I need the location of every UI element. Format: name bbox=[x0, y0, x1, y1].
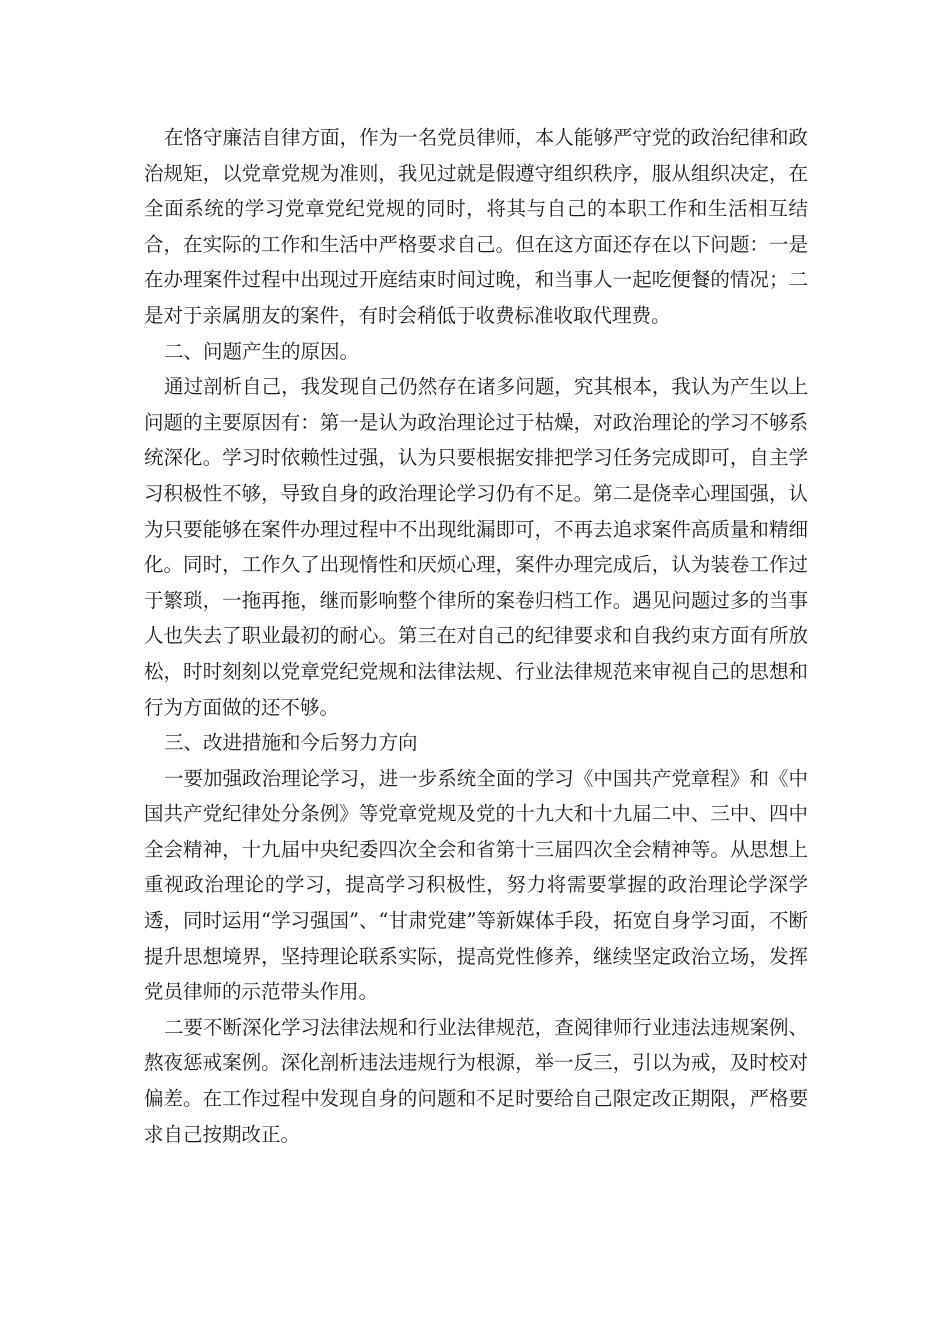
paragraph-measure-one: 一要加强政治理论学习，进一步系统全面的学习《中国共产党章程》和《中国共产党纪律处分条例》等党章党规及党的十九大和十九届二中、三中、四中全会精神，十九届中央纪委四次全会和省第十三届四次全会精神等。从思想上重视政治理论的学习，提高学习积极性，努力将需要掌握的政治理论学深学透，同时运用“学习强国”、“甘肃党建”等新媒体手段，拓宽自身学习面，不断提升思想境界，坚持理论联系实际，提高党性修养，继续坚定政治立场，发挥党员律师的示范带头作用。 bbox=[144, 766, 808, 1004]
document-body bbox=[144, 120, 808, 1152]
paragraph-measure-two: 二要不断深化学习法律法规和行业法律规范，查阅律师行业违法违规案例、熬夜惩戒案例。深化剖析违法违规行为根源，举一反三，引以为戒，及时校对偏差。在工作过程中发现自身的问题和不足时要给自己限定改正期限，严格要求自己按期改正。 bbox=[144, 1015, 808, 1146]
section-heading-causes: 二、问题产生的原因。 bbox=[164, 339, 360, 363]
section-heading-measures: 三、改进措施和今后努力方向 bbox=[164, 731, 418, 755]
paragraph-integrity: 在恪守廉洁自律方面，作为一名党员律师，本人能够严守党的政治纪律和政治规矩，以党章党规为准则，我见过就是假遵守组织秩序，服从组织决定，在全面系统的学习党章党纪党规的同时，将其与自己的本职工作和生活相互结合，在实际的工作和生活中严格要求自己。但在这方面还存在以下问题：一是在办理案件过程中出现过开庭结束时间过晚，和当事人一起吃便餐的情况；二是对于亲属朋友的案件，有时会稍低于收费标准收取代理费。 bbox=[144, 126, 808, 327]
paragraph-causes: 通过剖析自己，我发现自己仍然存在诸多问题，究其根本，我认为产生以上问题的主要原因有：第一是认为政治理论过于枯燥，对政治理论的学习不够系统深化。学习时依赖性过强，认为只要根据安排把学习任务完成即可，自主学习积极性不够，导致自身的政治理论学习仍有不足。第二是侥幸心理国强，认为只要能够在案件办理过程中不出现纰漏即可，不再去追求案件高质量和精细化。同时，工作久了出现惰性和厌烦心理，案件办理完成后，认为装卷工作过于繁琐，一拖再拖，继而影响整个律所的案卷归档工作。遇见问题过多的当事人也失去了职业最初的耐心。第三在对自己的纪律要求和自我约束方面有所放松，时时刻刻以党章党纪党规和法律法规、行业法律规范来审视自己的思想和行为方面做的还不够。 bbox=[144, 375, 808, 719]
